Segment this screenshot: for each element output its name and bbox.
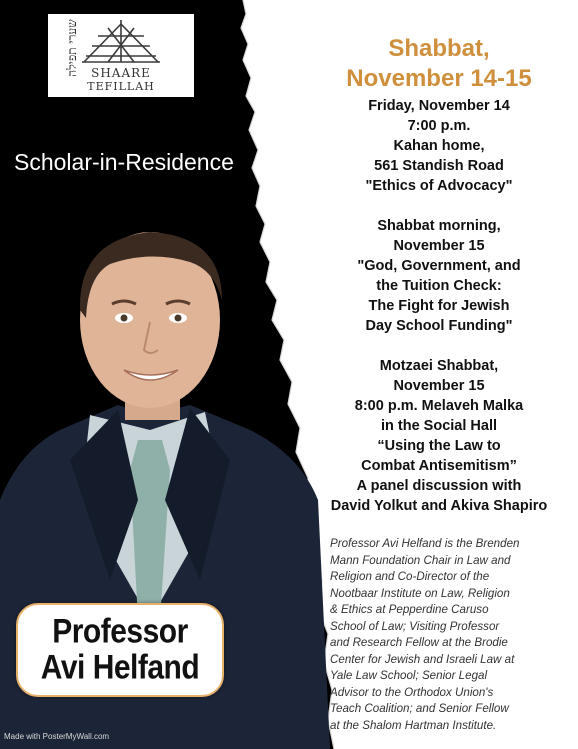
event-line: Kahan home,	[393, 138, 485, 154]
heading-line1: Shabbat,	[388, 35, 490, 62]
event-line: in the Social Hall	[380, 418, 498, 434]
event-motzaei-shabbat	[300, 356, 578, 516]
event-friday	[300, 96, 578, 196]
event-schedule	[300, 96, 578, 516]
event-line: 561 Standish Road	[374, 158, 504, 174]
event-line: 8:00 p.m. Melaveh Malka	[354, 398, 524, 414]
event-spacer	[300, 196, 578, 216]
event-line: "God, Government, and	[357, 258, 521, 274]
event-line: Friday, November 14	[368, 98, 510, 114]
bio-line: School of Law; Visiting Professor	[330, 619, 500, 633]
bio-line: Teach Coalition; and Senior Fellow	[330, 702, 509, 715]
event-line: the Tuition Check:	[376, 278, 502, 294]
logo-wordmark-line1: SHAARE	[91, 66, 151, 80]
event-line: David Yolkut and Akiva Shapiro	[330, 498, 548, 514]
event-line: The Fight for Jewish	[368, 298, 510, 314]
logo-wordmark-line2: TEFILLAH	[87, 80, 155, 93]
event-line: Day School Funding"	[365, 318, 513, 334]
event-line: Combat Antisemitism”	[361, 458, 517, 474]
event-heading	[300, 34, 578, 94]
watermark: Made with PosterMyWall.com	[4, 732, 110, 741]
heading-line2: November 14-15	[346, 65, 532, 92]
event-line: A panel discussion with	[356, 478, 522, 494]
bio-line: Advisor to the Orthodox Union's	[330, 685, 494, 699]
speaker-name-line1: Professor	[52, 612, 188, 651]
bio-line: and Research Fellow at the Brodie	[330, 636, 508, 649]
bio-line: & Ethics at Pepperdine Caruso	[330, 603, 489, 616]
bio-line: Nootbaar Institute on Law, Religion	[330, 586, 510, 600]
event-line: "Ethics of Advocacy"	[365, 178, 513, 194]
bio-line: Yale Law School; Senior Legal	[330, 669, 488, 682]
event-line: Motzaei Shabbat,	[379, 358, 499, 374]
bio-line: Religion and Co-Director of the	[330, 570, 490, 583]
event-line: Shabbat morning,	[377, 218, 501, 234]
event-line: November 15	[393, 378, 485, 394]
bio-line: Center for Jewish and Israeli Law at	[330, 652, 515, 666]
shaare-tefillah-logo	[48, 14, 194, 97]
event-line: November 15	[393, 238, 485, 254]
speaker-name-line2: Avi Helfand	[40, 648, 200, 687]
logo-hebrew-left: שערי תפילה	[65, 19, 79, 77]
scholar-in-residence-label: Scholar-in-Residence	[14, 149, 234, 175]
bio-line: at the Shalom Hartman Institute.	[330, 718, 497, 732]
event-spacer	[300, 336, 578, 356]
speaker-bio	[330, 536, 574, 734]
bio-line: Professor Avi Helfand is the Brenden	[330, 537, 520, 550]
event-line: 7:00 p.m.	[407, 118, 471, 134]
event-line: “Using the Law to	[377, 438, 501, 454]
bio-line: Mann Foundation Chair in Law and	[330, 553, 511, 567]
speaker-name-box	[16, 603, 224, 697]
event-shabbat-morning	[300, 216, 578, 336]
